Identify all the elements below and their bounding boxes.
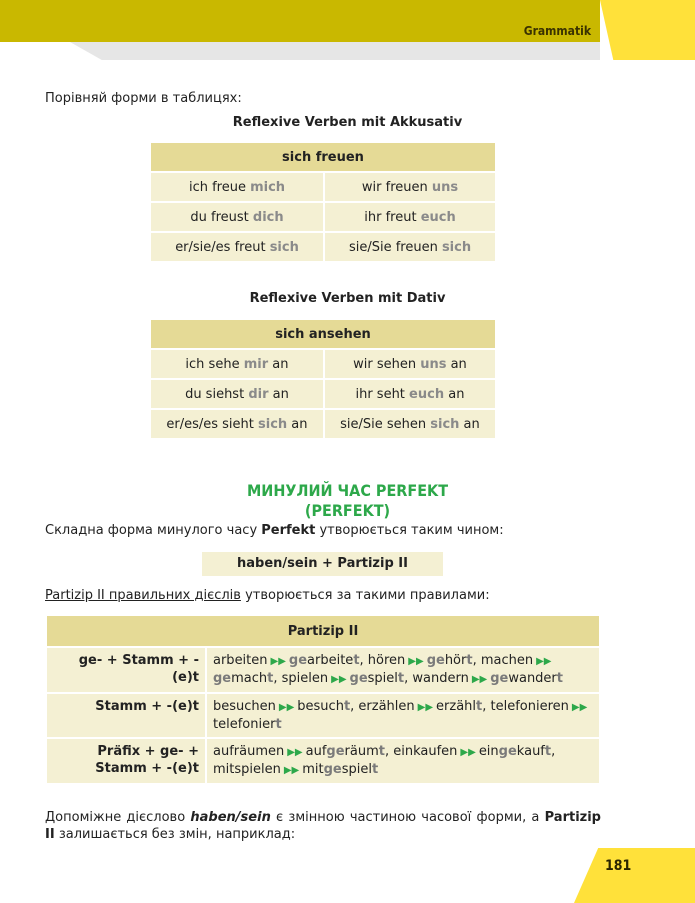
double-arrow-right-icon: ▶▶ [331, 674, 347, 685]
akk-cell: wir freuen uns [325, 173, 495, 201]
rule-examples: aufräumen ▶▶ aufgeräumt, einkaufen ▶▶ eingekauft, mitspielen ▶▶ mitgespielt [207, 739, 599, 783]
dat-cell: wir sehen uns an [325, 350, 495, 378]
dat-cell: ich sehe mir an [151, 350, 323, 378]
double-arrow-right-icon: ▶▶ [283, 765, 300, 776]
rule-examples: besuchen ▶▶ besucht, erzählen ▶▶ erzählt, telefonieren ▶▶ telefoniert [207, 694, 599, 737]
akk-cell: sie/Sie freuen sich [325, 233, 495, 261]
rule-label: Präfix + ge- + Stamm + -(e)t [47, 739, 205, 783]
partizip-header: Partizip II [47, 616, 599, 646]
double-arrow-right-icon: ▶▶ [287, 747, 303, 758]
outro-text: Допоміжне дієслово haben/sein є змінною частиною часової форми, а Partizip II залишається без змін, наприклад: [45, 810, 601, 842]
perfekt-title-line1: МИНУЛИЙ ЧАС PERFEKT [246, 481, 449, 500]
dat-cell: du siehst dir an [151, 380, 323, 408]
double-arrow-right-icon: ▶▶ [571, 702, 588, 713]
dat-title: Reflexive Verben mit Dativ [249, 291, 446, 306]
dat-cell: ihr seht euch an [325, 380, 495, 408]
akk-cell: er/sie/es freut sich [151, 233, 323, 261]
perfekt-sentence: Складна форма минулого часу Perfekt утворюється таким чином: [45, 523, 504, 538]
akk-cell: ich freue mich [151, 173, 323, 201]
dat-verb: sich ansehen [151, 320, 495, 348]
double-arrow-right-icon: ▶▶ [417, 702, 434, 713]
rule-label: ge- + Stamm + -(e)t [47, 648, 205, 692]
double-arrow-right-icon: ▶▶ [460, 747, 476, 758]
rule-examples: arbeiten ▶▶ gearbeitet, hören ▶▶ gehört, machen ▶▶ gemacht, spielen ▶▶ gespielt, wandern ▶▶ gewandert [207, 648, 599, 692]
double-arrow-right-icon: ▶▶ [270, 656, 286, 667]
akk-verb: sich freuen [151, 143, 495, 171]
perfekt-formula: haben/sein + Partizip II [202, 552, 443, 576]
dat-cell: er/es/es sieht sich an [151, 410, 323, 438]
double-arrow-right-icon: ▶▶ [471, 674, 488, 685]
header-bar [0, 0, 600, 42]
rule-label: Stamm + -(e)t [47, 694, 205, 737]
section-title-grammatik: Grammatik [523, 24, 591, 38]
page-number: 181 [605, 858, 632, 874]
dat-cell: sie/Sie sehen sich an [325, 410, 495, 438]
footer-tab [574, 848, 695, 903]
corner-tab [600, 0, 695, 60]
partizip-table [45, 614, 601, 785]
intro-text: Порівняй форми в таблицях: [45, 91, 242, 106]
akk-cell: du freust dich [151, 203, 323, 231]
akk-title: Reflexive Verben mit Akkusativ [232, 115, 463, 130]
akk-table [149, 141, 497, 263]
akk-cell: ihr freut euch [325, 203, 495, 231]
double-arrow-right-icon: ▶▶ [278, 702, 295, 713]
double-arrow-right-icon: ▶▶ [408, 656, 424, 667]
header-shadow [70, 42, 600, 60]
double-arrow-right-icon: ▶▶ [536, 656, 552, 667]
perfekt-title-line2: (PERFEKT) [304, 501, 391, 520]
dat-table [149, 318, 497, 440]
partizip-rule-text: Partizip II правильних дієслів утворюється за такими правилами: [45, 588, 490, 603]
